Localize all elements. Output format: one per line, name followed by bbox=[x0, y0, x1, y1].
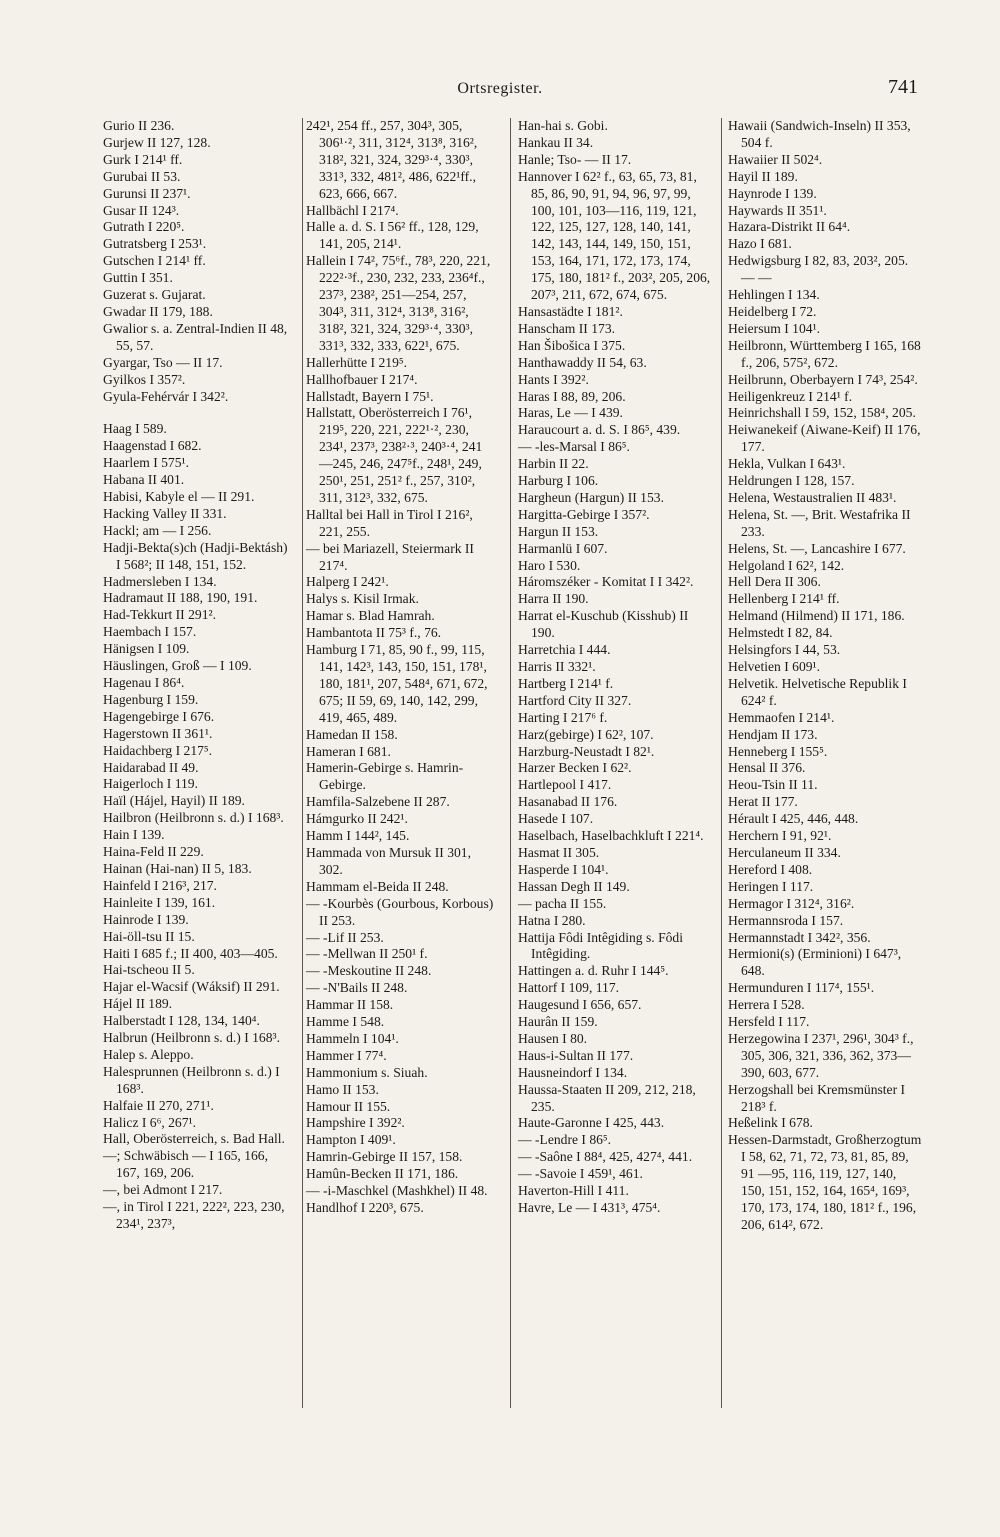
index-entry: Henneberg I 155⁵. bbox=[728, 743, 828, 759]
index-entry: Hallein I 74², 75⁶f., 78³, 220, 221, 222²·³f., 230, 232, 233, 236⁴f., 237³, 238², 251—254, 257, 304³, 311, 312⁴, 313⁸, 316², 318², 321, 324, 329³·⁴, 330³, 331³, 332, 333, 622¹, 675. bbox=[306, 253, 491, 353]
index-entry: Helena, Westaustralien II 483¹. bbox=[728, 489, 897, 505]
index-entry: Heiersum I 104¹. bbox=[728, 320, 821, 336]
index-entry: Hell Dera II 306. bbox=[728, 574, 821, 590]
index-entry: Herchern I 91, 92¹. bbox=[728, 828, 832, 844]
index-entry: Helvetien I 609¹. bbox=[728, 659, 821, 674]
index-entry: Hausen I 80. bbox=[518, 1030, 588, 1046]
index-entry: — -Kourbès (Gourbous, Korbous) II 253. bbox=[306, 895, 494, 928]
index-entry: Hamm I 144², 145. bbox=[306, 828, 410, 844]
index-entry: Harra II 190. bbox=[518, 591, 589, 607]
index-entry: —, bei Admont I 217. bbox=[103, 1182, 223, 1198]
index-entry: Gwalior s. a. Zentral-Indien II 48, 55, 57. bbox=[103, 320, 288, 353]
index-entry: Hazara-Distrikt II 64⁴. bbox=[728, 219, 851, 235]
index-entry: Hameran I 681. bbox=[306, 743, 391, 759]
index-entry: Hayil II 189. bbox=[728, 168, 798, 184]
index-entry: Hall, Oberösterreich, s. Bad Hall. bbox=[103, 1131, 285, 1147]
index-entry: Helvetik. Helvetische Republik I 624² f. bbox=[728, 675, 907, 708]
index-entry: Gurubai II 53. bbox=[103, 168, 181, 184]
index-entry: Hartford City II 327. bbox=[518, 692, 632, 708]
index-entry: Hawaiier II 502⁴. bbox=[728, 151, 823, 167]
index-entry: Hamour II 155. bbox=[306, 1098, 391, 1114]
index-entry: Hamrin-Gebirge II 157, 158. bbox=[306, 1149, 463, 1165]
index-entry: Helmand (Hilmend) II 171, 186. bbox=[728, 608, 905, 624]
index-entry: Hamme I 548. bbox=[306, 1014, 385, 1030]
index-entry: Han Šibošica I 375. bbox=[518, 337, 626, 353]
index-entry: Hailbron (Heilbronn s. d.) I 168³. bbox=[103, 810, 284, 826]
index-entry: Gutratsberg I 253¹. bbox=[103, 236, 207, 252]
index-entry: Háromszéker - Komitat I I 342². bbox=[518, 574, 694, 590]
index-entry: Hájel II 189. bbox=[103, 996, 173, 1012]
index-entry: Hasperde I 104¹. bbox=[518, 861, 609, 877]
index-entry: Hamfila-Salzebene II 287. bbox=[306, 794, 450, 810]
index-entry: Hallstadt, Bayern I 75¹. bbox=[306, 388, 434, 404]
index-entry: — -les-Marsal I 86⁵. bbox=[518, 439, 630, 455]
index-entry: Hatna I 280. bbox=[518, 912, 586, 928]
index-entry: Haverton-Hill I 411. bbox=[518, 1183, 629, 1199]
index-entry: Habana II 401. bbox=[103, 472, 185, 488]
index-entry: Hargheun (Hargun) II 153. bbox=[518, 489, 664, 505]
index-entry: Hartberg I 214¹ f. bbox=[518, 675, 614, 691]
index-entry: Haus-i-Sultan II 177. bbox=[518, 1047, 634, 1063]
index-entry: Harburg I 106. bbox=[518, 473, 599, 489]
index-entry: Haraucourt a. d. S. I 86⁵, 439. bbox=[518, 422, 681, 438]
index-entry: Haute-Garonne I 425, 443. bbox=[518, 1115, 665, 1131]
index-entry: Guzerat s. Gujarat. bbox=[103, 287, 206, 303]
index-entry: Hamedan II 158. bbox=[306, 726, 398, 742]
index-entry: Hamar s. Blad Hamrah. bbox=[306, 608, 435, 624]
index-entry: Hallerhütte I 219⁵. bbox=[306, 354, 407, 370]
index-entry: Hassan Degh II 149. bbox=[518, 878, 630, 894]
index-entry: — pacha II 155. bbox=[518, 895, 607, 911]
index-entry: Hanscham II 173. bbox=[518, 320, 616, 336]
index-entry: Hadmersleben I 134. bbox=[103, 573, 217, 589]
index-entry: Haras, Le — I 439. bbox=[518, 405, 623, 421]
index-entry: Hamûn-Becken II 171, 186. bbox=[306, 1166, 459, 1182]
index-entry: Hamerin-Gebirge s. Hamrin-Gebirge. bbox=[306, 760, 464, 793]
index-entry: Hasede I 107. bbox=[518, 811, 594, 827]
index-entry: Hagerstown II 361¹. bbox=[103, 725, 213, 741]
index-entry: Hacking Valley II 331. bbox=[103, 505, 227, 521]
index-entry: Hagengebirge I 676. bbox=[103, 708, 215, 724]
index-entry: Handlhof I 220³, 675. bbox=[306, 1200, 424, 1215]
index-entry: Hammar II 158. bbox=[306, 997, 394, 1013]
index-entry: Hessen-Darmstadt, Großherzogtum I 58, 62, 71, 72, 73, 81, 85, 89, 91 —95, 116, 119, 127, 140, 150, 151, 152, 164, 165⁴, 169³, 170, 173, 174, 180, 181² f., 196, 206, 614², 672. bbox=[728, 1132, 922, 1232]
index-entry: Hampton I 409¹. bbox=[306, 1132, 396, 1148]
index-entry: Haina-Feld II 229. bbox=[103, 844, 204, 860]
index-entry: Hainfeld I 216³, 217. bbox=[103, 877, 217, 893]
index-entry: Hereford I 408. bbox=[728, 861, 813, 877]
index-entry: Hadramaut II 188, 190, 191. bbox=[103, 590, 258, 606]
index-entry: Hanthawaddy II 54, 63. bbox=[518, 354, 647, 370]
index-entry: Gyula-Fehérvár I 342². bbox=[103, 388, 229, 404]
index-entry: Hedwigsburg I 82, 83, 203², 205. — — bbox=[728, 253, 909, 286]
index-entry: Harmanlü I 607. bbox=[518, 540, 608, 556]
index-entry: Harzer Becken I 62². bbox=[518, 760, 632, 776]
index-entry: Heilbrunn, Oberbayern I 74³, 254². bbox=[728, 371, 918, 387]
index-entry: Heiligenkreuz I 214¹ f. bbox=[728, 388, 853, 404]
index-entry: Hagenau I 86⁴. bbox=[103, 675, 185, 690]
index-entry: Helgoland I 62², 142. bbox=[728, 557, 845, 573]
index-entry: Haidarabad II 49. bbox=[103, 759, 199, 775]
index-entry: Haussa-Staaten II 209, 212, 218, 235. bbox=[518, 1081, 696, 1114]
index-entry: Guttin I 351. bbox=[103, 270, 173, 286]
index-entry: Gyargar, Tso — II 17. bbox=[103, 354, 223, 370]
index-entry: Hawaii (Sandwich-Inseln) II 353, 504 f. bbox=[728, 118, 911, 150]
index-entry: Helsingfors I 44, 53. bbox=[728, 642, 841, 658]
index-entry: Hallbächl I 217⁴. bbox=[306, 202, 399, 218]
index-entry: Harting I 217⁶ f. bbox=[518, 709, 608, 725]
index-entry: Hamburg I 71, 85, 90 f., 99, 115, 141, 142³, 143, 150, 151, 178¹, 180, 181¹, 207, 548⁴, 671, 672, 675; II 59, 69, 140, 142, 299, 419, 465, 489. bbox=[306, 642, 488, 725]
index-entry: — bei Mariazell, Steiermark II 217⁴. bbox=[306, 540, 474, 573]
index-entry: Hellenberg I 214¹ ff. bbox=[728, 591, 840, 607]
index-entry: Hadji-Bekta(s)ch (Hadji-Bektásh) I 568²; II 148, 151, 152. bbox=[103, 539, 288, 572]
index-column-3 bbox=[518, 118, 714, 1408]
index-entry: Halperg I 242¹. bbox=[306, 574, 389, 590]
index-entry: Heidelberg I 72. bbox=[728, 303, 817, 319]
index-entry: Heiwanekeif (Aiwane-Keif) II 176, 177. bbox=[728, 422, 921, 455]
index-entry: Haywards II 351¹. bbox=[728, 202, 827, 218]
index-entry: Hainleite I 139, 161. bbox=[103, 894, 216, 910]
index-entry: Habisi, Kabyle el — II 291. bbox=[103, 489, 255, 505]
index-entry: Hajar el-Wacsif (Wáksif) II 291. bbox=[103, 979, 280, 995]
index-entry: Hammer I 77⁴. bbox=[306, 1047, 387, 1063]
index-entry: Herculaneum II 334. bbox=[728, 844, 841, 860]
index-entry: Halfaie II 270, 271¹. bbox=[103, 1097, 214, 1113]
index-entry: Halep s. Aleppo. bbox=[103, 1046, 194, 1062]
index-entry: Heßelink I 678. bbox=[728, 1115, 813, 1131]
index-entry: Haagenstad I 682. bbox=[103, 438, 202, 454]
index-entry: Hermioni(s) (Erminioni) I 647³, 648. bbox=[728, 946, 902, 979]
index-entry: Halicz I 6⁶, 267¹. bbox=[103, 1114, 196, 1130]
index-entry: Hankau II 34. bbox=[518, 134, 594, 150]
index-entry: Gutschen I 214¹ ff. bbox=[103, 253, 206, 269]
index-entry: — -Savoie I 459¹, 461. bbox=[518, 1166, 643, 1182]
index-entry: Haselbach, Haselbachkluft I 221⁴. bbox=[518, 828, 704, 844]
index-entry: Hekla, Vulkan I 643¹. bbox=[728, 456, 846, 472]
index-entry: Hattingen a. d. Ruhr I 144⁵. bbox=[518, 963, 669, 979]
index-entry: Gurunsi II 237¹. bbox=[103, 185, 191, 201]
index-entry: Hargun II 153. bbox=[518, 523, 599, 539]
index-entry: Hasanabad II 176. bbox=[518, 794, 618, 810]
index-entry: Harris II 332¹. bbox=[518, 659, 596, 674]
index-entry: Hermagor I 312⁴, 316². bbox=[728, 895, 855, 911]
index-entry: Gusar II 124³. bbox=[103, 202, 180, 218]
index-entry: Harrat el-Kuschub (Kisshub) II 190. bbox=[518, 608, 689, 641]
index-entry: Halltal bei Hall in Tirol I 216², 221, 255. bbox=[306, 506, 473, 539]
index-entry: Halle a. d. S. I 56² ff., 128, 129, 141, 205, 214¹. bbox=[306, 219, 479, 252]
index-entry: — -N'Bails II 248. bbox=[306, 980, 408, 996]
index-entry: Hansastädte I 181². bbox=[518, 303, 623, 319]
index-entry: Hérault I 425, 446, 448. bbox=[728, 811, 859, 827]
index-entry: Hallstatt, Oberösterreich I 76¹, 219⁵, 220, 221, 222¹·², 230, 234¹, 237³, 238²·³, 240³·⁴, 241—245, 246, 247⁵f., 248¹, 249, 250¹, 251, 251² f., 257, 310², 311, 312³, 332, 675. bbox=[306, 405, 483, 505]
index-entry: Hanle; Tso- — II 17. bbox=[518, 151, 632, 167]
index-entry: Hagenburg I 159. bbox=[103, 691, 199, 707]
index-entry: Häuslingen, Groß — I 109. bbox=[103, 658, 252, 674]
index-entry: Heilbronn, Württemberg I 165, 168 f., 206, 575², 672. bbox=[728, 337, 921, 370]
index-column-1 bbox=[103, 118, 293, 1408]
index-entry: Halesprunnen (Heilbronn s. d.) I 168³. bbox=[103, 1063, 280, 1096]
index-entry: Hersfeld I 117. bbox=[728, 1014, 810, 1030]
index-entry: Helens, St. —, Lancashire I 677. bbox=[728, 540, 906, 556]
index-entry: Herzegowina I 237¹, 296¹, 304³ f., 305, 306, 321, 336, 362, 373—390, 603, 677. bbox=[728, 1030, 914, 1080]
index-entry: Harbin II 22. bbox=[518, 456, 589, 472]
index-entry: Heringen I 117. bbox=[728, 878, 814, 894]
index-entry: — -Meskoutine II 248. bbox=[306, 963, 432, 979]
index-entry: Hammonium s. Siuah. bbox=[306, 1064, 428, 1080]
index-column-4 bbox=[728, 118, 923, 1408]
index-entry: Hai-tscheou II 5. bbox=[103, 962, 195, 978]
index-column-2 bbox=[306, 118, 494, 1408]
index-entry: Heldrungen I 128, 157. bbox=[728, 473, 855, 489]
index-entry: Gurk I 214¹ ff. bbox=[103, 151, 183, 167]
index-entry: Hartlepool I 417. bbox=[518, 777, 612, 793]
index-entry: Gyilkos I 357². bbox=[103, 371, 186, 387]
page-number: 741 bbox=[888, 76, 918, 98]
index-entry: Haurân II 159. bbox=[518, 1014, 598, 1030]
index-entry: Hammeln I 104¹. bbox=[306, 1030, 399, 1046]
index-entry: Had-Tekkurt II 291². bbox=[103, 607, 216, 623]
index-entry: — -i-Maschkel (Mashkhel) II 48. bbox=[306, 1183, 488, 1199]
index-entry: Haïl (Hájel, Hayil) II 189. bbox=[103, 793, 245, 809]
index-entry: Haynrode I 139. bbox=[728, 185, 817, 201]
index-entry: Hammam el-Beida II 248. bbox=[306, 878, 449, 894]
index-entry: Hainrode I 139. bbox=[103, 911, 189, 927]
index-entry: 242¹, 254 ff., 257, 304³, 305, 306¹·², 311, 312⁴, 313⁸, 316², 318², 321, 324, 329³·⁴, 330³, 331³, 332, 481², 486, 622¹ff., 623, 666, 667. bbox=[306, 118, 478, 201]
index-entry: Herrera I 528. bbox=[728, 997, 805, 1013]
index-entry: Hambantota II 75³ f., 76. bbox=[306, 625, 442, 641]
index-entry: Harzburg-Neustadt I 82¹. bbox=[518, 743, 655, 759]
index-entry: Heou-Tsin II 11. bbox=[728, 777, 818, 793]
index-entry: Hehlingen I 134. bbox=[728, 287, 820, 303]
index-entry: Hallhofbauer I 217⁴. bbox=[306, 371, 418, 387]
index-entry: Hermannsroda I 157. bbox=[728, 912, 844, 928]
index-entry: Haidachberg I 217⁵. bbox=[103, 742, 213, 758]
index-entry: Hargitta-Gebirge I 357². bbox=[518, 506, 650, 522]
index-entry: — -Mellwan II 250¹ f. bbox=[306, 946, 428, 962]
index-entry: Hemmaofen I 214¹. bbox=[728, 709, 835, 725]
index-entry: Haugesund I 656, 657. bbox=[518, 997, 642, 1013]
index-entry: Hänigsen I 109. bbox=[103, 641, 190, 657]
index-entry: —, in Tirol I 221, 222², 223, 230, 234¹, 237³, bbox=[103, 1199, 285, 1231]
index-entry: Haarlem I 575¹. bbox=[103, 455, 189, 471]
index-entry: Gutrath I 220⁵. bbox=[103, 219, 185, 235]
index-entry: Harz(gebirge) I 62², 107. bbox=[518, 726, 654, 742]
index-entry: Gwadar II 179, 188. bbox=[103, 303, 213, 319]
index-entry: — -Lif II 253. bbox=[306, 929, 384, 945]
index-entry: Han-hai s. Gobi. bbox=[518, 118, 608, 133]
index-entry: Haiti I 685 f.; II 400, 403—405. bbox=[103, 945, 278, 961]
index-entry: Halys s. Kisil Irmak. bbox=[306, 591, 419, 607]
index-entry: Hackl; am — I 256. bbox=[103, 522, 212, 538]
index-entry: Havre, Le — I 431³, 475⁴. bbox=[518, 1200, 661, 1215]
index-entry: Hámgurko II 242¹. bbox=[306, 811, 408, 827]
index-entry: Hasmat II 305. bbox=[518, 844, 600, 860]
index-entry: Hermannstadt I 342², 356. bbox=[728, 929, 871, 945]
index-entry: Hattija Fôdi Intêgiding s. Fôdi Intêgiding. bbox=[518, 929, 684, 962]
index-entry: Gurio II 236. bbox=[103, 118, 175, 133]
index-entry: — -Saône I 88⁴, 425, 427⁴, 441. bbox=[518, 1149, 693, 1165]
index-entry: — -Lendre I 86⁵. bbox=[518, 1132, 612, 1148]
index-entry: Hainan (Hai-nan) II 5, 183. bbox=[103, 860, 252, 876]
section-gap bbox=[103, 405, 293, 421]
index-entry: Heinrichshall I 59, 152, 158⁴, 205. bbox=[728, 405, 916, 421]
index-entry: Halberstadt I 128, 134, 140⁴. bbox=[103, 1013, 260, 1029]
index-entry: Herzogshall bei Kremsmünster I 218³ f. bbox=[728, 1081, 906, 1114]
index-entry: Halbrun (Heilbronn s. d.) I 168³. bbox=[103, 1030, 280, 1046]
index-entry: Hannover I 62² f., 63, 65, 73, 81, 85, 86, 90, 91, 94, 96, 97, 99, 100, 101, 103—116, 119, 121, 122, 125, 127, 128, 140, 141, 142, 143, 144, 149, 150, 151, 153, 164, 171, 172, 173, 174, 175, 180, 181² f., 203², 205, 206, 207³, 211, 672, 674, 675. bbox=[518, 168, 711, 303]
index-entry: Hammada von Mursuk II 301, 302. bbox=[306, 844, 471, 877]
index-entry: Hazo I 681. bbox=[728, 236, 792, 252]
index-entry: Hensal II 376. bbox=[728, 760, 806, 776]
index-entry: Hermunduren I 117⁴, 155¹. bbox=[728, 980, 875, 996]
index-entry: Hendjam II 173. bbox=[728, 726, 818, 742]
index-entry: Hai-öll-tsu II 15. bbox=[103, 928, 195, 944]
index-entry: Hamo II 153. bbox=[306, 1081, 379, 1097]
index-entry: Hattorf I 109, 117. bbox=[518, 980, 620, 996]
index-entry: Haigerloch I 119. bbox=[103, 776, 198, 792]
index-entry: Hants I 392². bbox=[518, 371, 589, 387]
page-header-title: Ortsregister. bbox=[457, 80, 543, 97]
index-entry: Herat II 177. bbox=[728, 794, 798, 810]
index-entry: Haro I 530. bbox=[518, 557, 581, 573]
index-entry: Haras I 88, 89, 206. bbox=[518, 388, 626, 404]
index-entry: Hain I 139. bbox=[103, 827, 165, 843]
index-entry: Hampshire I 392². bbox=[306, 1115, 405, 1131]
index-entry: Helena, St. —, Brit. Westafrika II 233. bbox=[728, 506, 911, 539]
index-entry: Haembach I 157. bbox=[103, 624, 197, 640]
index-entry: Haag I 589. bbox=[103, 421, 167, 437]
index-entry: —; Schwäbisch — I 165, 166, 167, 169, 206. bbox=[103, 1148, 268, 1181]
index-entry: Hausneindorf I 134. bbox=[518, 1064, 628, 1080]
index-columns bbox=[103, 118, 923, 1408]
index-entry: Helmstedt I 82, 84. bbox=[728, 625, 833, 641]
index-entry: Harretchia I 444. bbox=[518, 642, 611, 658]
index-entry: Gurjew II 127, 128. bbox=[103, 134, 211, 150]
